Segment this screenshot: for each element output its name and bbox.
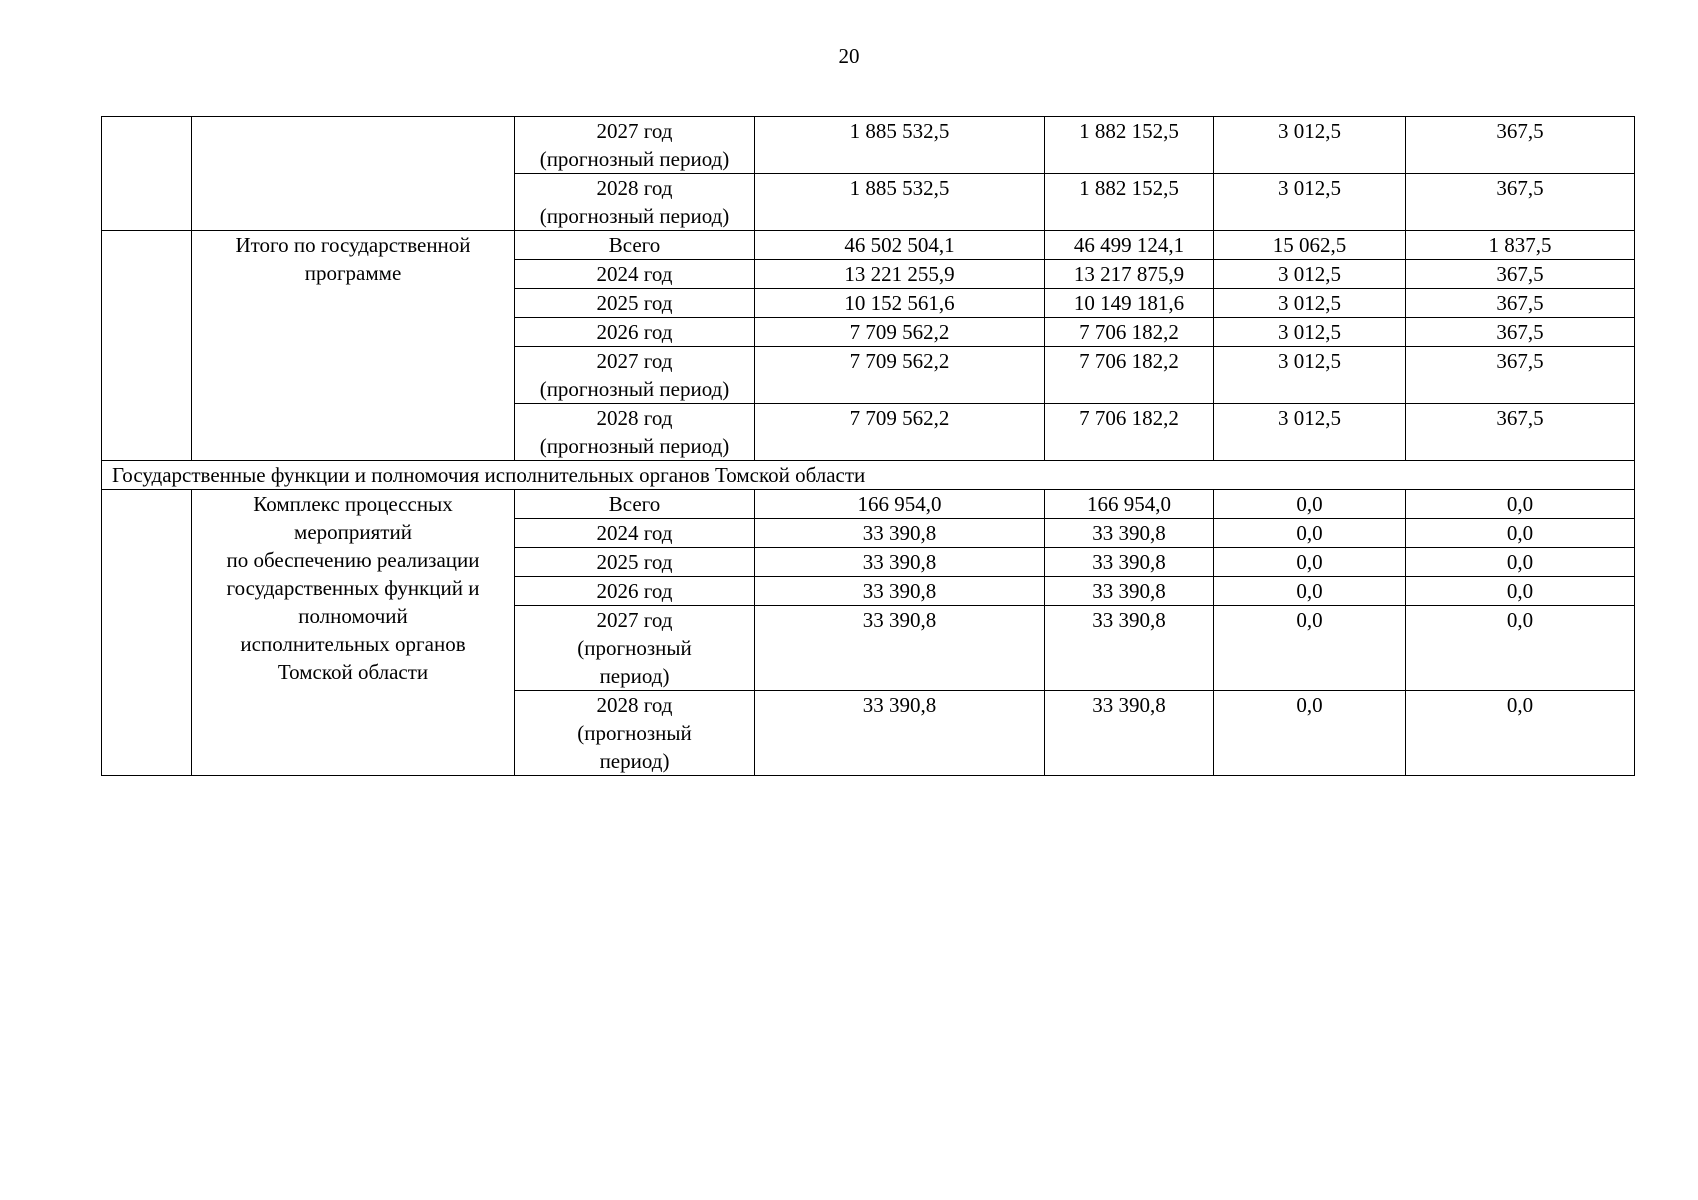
cell-line: период): [599, 749, 670, 773]
source-2-cell: 0,0: [1214, 519, 1406, 548]
cell-line: (прогнозный период): [539, 434, 730, 458]
section-row: [102, 461, 1635, 490]
total-cell: 46 502 504,1: [755, 231, 1045, 260]
cell-line: 2024 год: [596, 521, 673, 545]
cell-line: по обеспечению реализации: [226, 548, 480, 572]
page-number: 20: [838, 44, 860, 68]
period-cell: [515, 260, 755, 289]
table-row: [102, 117, 1635, 174]
section-title: Государственные функции и полномочия исполнительных органов Томской области: [102, 461, 1635, 490]
cell-line: Томской области: [277, 660, 429, 684]
period-cell: [515, 347, 755, 404]
period-cell: [515, 318, 755, 347]
source-3-cell: 367,5: [1406, 347, 1635, 404]
source-3-cell: 367,5: [1406, 117, 1635, 174]
source-1-cell: 33 390,8: [1045, 606, 1214, 691]
period-cell: [515, 289, 755, 318]
period-cell: [515, 174, 755, 231]
row-number-cell: [102, 490, 192, 776]
program-name-cell: [192, 231, 515, 461]
source-1-cell: 7 706 182,2: [1045, 404, 1214, 461]
total-cell: 1 885 532,5: [755, 117, 1045, 174]
source-1-cell: 13 217 875,9: [1045, 260, 1214, 289]
cell-line: (прогнозный период): [539, 147, 730, 171]
period-cell: [515, 691, 755, 776]
total-cell: 166 954,0: [755, 490, 1045, 519]
cell-line: 2027 год: [596, 349, 673, 373]
source-1-cell: 46 499 124,1: [1045, 231, 1214, 260]
total-cell: 13 221 255,9: [755, 260, 1045, 289]
cell-line: 2028 год: [596, 406, 673, 430]
cell-line: 2026 год: [596, 579, 673, 603]
source-3-cell: 0,0: [1406, 548, 1635, 577]
table-body: [102, 117, 1635, 776]
cell-line: Итого по государственной: [235, 233, 471, 257]
source-1-cell: 7 706 182,2: [1045, 347, 1214, 404]
cell-line: 2027 год: [596, 119, 673, 143]
source-1-cell: 1 882 152,5: [1045, 174, 1214, 231]
source-2-cell: 0,0: [1214, 577, 1406, 606]
total-cell: 1 885 532,5: [755, 174, 1045, 231]
source-2-cell: 0,0: [1214, 548, 1406, 577]
source-2-cell: 3 012,5: [1214, 347, 1406, 404]
cell-line: (прогнозный период): [539, 204, 730, 228]
table-row: [102, 490, 1635, 519]
source-2-cell: 3 012,5: [1214, 174, 1406, 231]
period-cell: [515, 548, 755, 577]
cell-line: мероприятий: [294, 520, 412, 544]
source-2-cell: 0,0: [1214, 606, 1406, 691]
source-3-cell: 0,0: [1406, 519, 1635, 548]
source-1-cell: 7 706 182,2: [1045, 318, 1214, 347]
source-1-cell: 166 954,0: [1045, 490, 1214, 519]
table-row: [102, 231, 1635, 260]
row-number-cell: [102, 117, 192, 231]
cell-line: 2025 год: [596, 550, 673, 574]
total-cell: 7 709 562,2: [755, 347, 1045, 404]
source-3-cell: 0,0: [1406, 691, 1635, 776]
total-cell: 33 390,8: [755, 577, 1045, 606]
source-3-cell: 0,0: [1406, 490, 1635, 519]
source-3-cell: 0,0: [1406, 606, 1635, 691]
total-cell: 10 152 561,6: [755, 289, 1045, 318]
source-2-cell: 15 062,5: [1214, 231, 1406, 260]
cell-line: (прогнозный период): [539, 377, 730, 401]
source-2-cell: 3 012,5: [1214, 260, 1406, 289]
source-3-cell: 1 837,5: [1406, 231, 1635, 260]
period-cell: [515, 490, 755, 519]
cell-line: 2028 год: [596, 176, 673, 200]
total-cell: 7 709 562,2: [755, 318, 1045, 347]
total-cell: 7 709 562,2: [755, 404, 1045, 461]
source-1-cell: 33 390,8: [1045, 577, 1214, 606]
source-2-cell: 3 012,5: [1214, 318, 1406, 347]
cell-line: (прогнозный: [577, 721, 692, 745]
source-2-cell: 0,0: [1214, 691, 1406, 776]
cell-line: исполнительных органов: [240, 632, 466, 656]
source-3-cell: 367,5: [1406, 404, 1635, 461]
cell-line: 2025 год: [596, 291, 673, 315]
program-name-cell: [192, 117, 515, 231]
cell-line: программе: [304, 261, 402, 285]
source-3-cell: 367,5: [1406, 318, 1635, 347]
source-1-cell: 1 882 152,5: [1045, 117, 1214, 174]
source-1-cell: 10 149 181,6: [1045, 289, 1214, 318]
cell-line: государственных функций и: [226, 576, 480, 600]
cell-line: (прогнозный: [577, 636, 692, 660]
source-1-cell: 33 390,8: [1045, 691, 1214, 776]
cell-line: Всего: [608, 233, 661, 257]
source-3-cell: 367,5: [1406, 174, 1635, 231]
cell-line: Всего: [608, 492, 661, 516]
cell-line: 2028 год: [596, 693, 673, 717]
cell-line: Комплекс процессных: [253, 492, 453, 516]
cell-line: 2026 год: [596, 320, 673, 344]
source-3-cell: 367,5: [1406, 289, 1635, 318]
cell-line: период): [599, 664, 670, 688]
program-name-cell: [192, 490, 515, 776]
source-1-cell: 33 390,8: [1045, 519, 1214, 548]
period-cell: [515, 404, 755, 461]
period-cell: [515, 519, 755, 548]
source-2-cell: 0,0: [1214, 490, 1406, 519]
cell-line: 2027 год: [596, 608, 673, 632]
period-cell: [515, 606, 755, 691]
source-2-cell: 3 012,5: [1214, 289, 1406, 318]
source-3-cell: 367,5: [1406, 260, 1635, 289]
total-cell: 33 390,8: [755, 548, 1045, 577]
row-number-cell: [102, 231, 192, 461]
source-3-cell: 0,0: [1406, 577, 1635, 606]
cell-line: полномочий: [298, 604, 408, 628]
total-cell: 33 390,8: [755, 519, 1045, 548]
period-cell: [515, 577, 755, 606]
source-1-cell: 33 390,8: [1045, 548, 1214, 577]
total-cell: 33 390,8: [755, 691, 1045, 776]
budget-table: [101, 116, 1635, 776]
source-2-cell: 3 012,5: [1214, 404, 1406, 461]
cell-line: 2024 год: [596, 262, 673, 286]
period-cell: [515, 117, 755, 174]
source-2-cell: 3 012,5: [1214, 117, 1406, 174]
total-cell: 33 390,8: [755, 606, 1045, 691]
period-cell: [515, 231, 755, 260]
